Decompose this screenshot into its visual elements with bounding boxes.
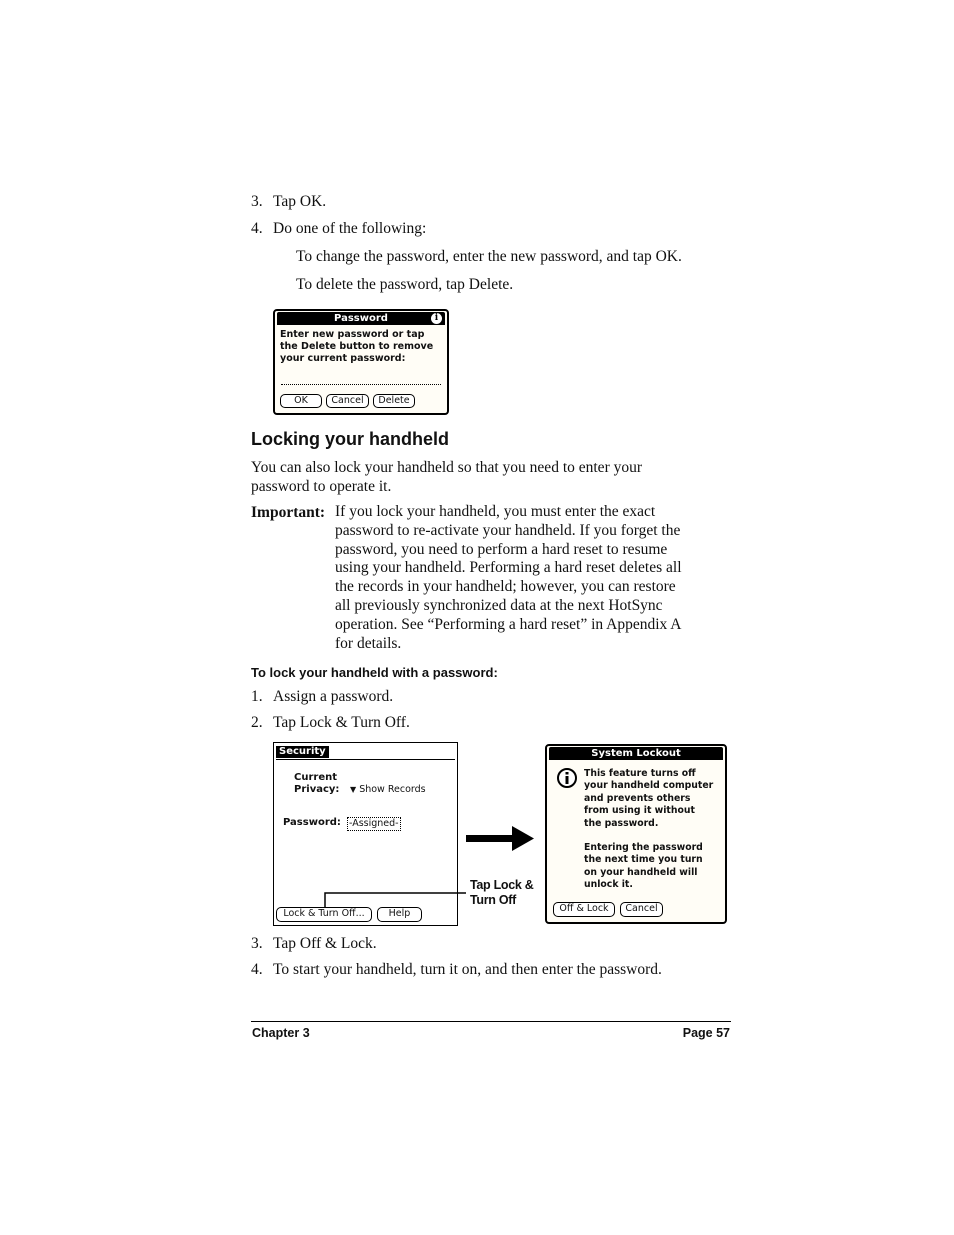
intro-line: You can also lock your handheld so that you need to enter your bbox=[251, 459, 643, 476]
important-line: the records in your handheld; however, you can restore bbox=[335, 578, 676, 596]
step-4 bbox=[251, 219, 427, 238]
sub-step: To delete the password, tap Delete. bbox=[296, 276, 514, 293]
step-3 bbox=[251, 192, 327, 211]
important-line: using your handheld. Performing a hard reset deletes all bbox=[335, 559, 682, 577]
privacy-select[interactable] bbox=[350, 784, 426, 796]
message-line: Enter new password or tap bbox=[280, 329, 425, 340]
footer-rule bbox=[251, 1021, 731, 1022]
privacy-value: Show Records bbox=[359, 784, 426, 795]
important-label: Important: bbox=[251, 504, 326, 521]
dialog-title-bar bbox=[549, 747, 723, 760]
callout-line: Tap Lock & bbox=[470, 878, 534, 892]
message-line: your current password: bbox=[280, 353, 406, 364]
lock-turn-off-button[interactable]: Lock & Turn Off... bbox=[276, 907, 372, 922]
callout-leader bbox=[320, 888, 470, 918]
message-line: the Delete button to remove bbox=[280, 341, 434, 352]
dialog-title-bar bbox=[277, 312, 445, 325]
password-label: Password: bbox=[283, 817, 341, 828]
important-text bbox=[335, 503, 682, 653]
dialog-title: System Lockout bbox=[591, 748, 681, 759]
step-text: Tap Off & Lock. bbox=[273, 935, 377, 952]
ok-button[interactable]: OK bbox=[280, 394, 322, 408]
message-line: the password. bbox=[584, 817, 659, 829]
cancel-button[interactable]: Cancel bbox=[620, 902, 663, 917]
step-4 bbox=[251, 960, 662, 979]
footer-chapter: Chapter 3 bbox=[252, 1026, 310, 1040]
password-input[interactable] bbox=[281, 384, 441, 385]
step-text: To start your handheld, turn it on, and then enter the password. bbox=[273, 961, 662, 978]
message-line: your handheld computer bbox=[584, 780, 714, 792]
password-dialog bbox=[273, 309, 449, 415]
step-number: 4. bbox=[251, 220, 263, 237]
step-number: 1. bbox=[251, 688, 263, 705]
security-tab[interactable]: Security bbox=[276, 746, 329, 758]
callout-label bbox=[470, 878, 533, 908]
message-line: unlock it. bbox=[584, 879, 633, 891]
intro-line: password to operate it. bbox=[251, 478, 392, 495]
important-line: password to re-activate your handheld. If you forget the bbox=[335, 521, 681, 539]
chevron-down-icon: ▼ bbox=[350, 785, 357, 794]
password-field[interactable]: -Assigned- bbox=[349, 818, 399, 829]
important-line: all previously synchronized data at the next HotSync bbox=[335, 596, 663, 614]
step-1 bbox=[251, 687, 394, 706]
step-number: 4. bbox=[251, 961, 263, 978]
callout-line: Turn Off bbox=[470, 893, 516, 907]
step-text: Tap Lock & Turn Off. bbox=[273, 714, 410, 731]
current-label: Current bbox=[294, 772, 338, 783]
help-button[interactable]: Help bbox=[377, 907, 422, 922]
delete-button[interactable]: Delete bbox=[373, 394, 415, 408]
dialog-message bbox=[280, 329, 433, 365]
message-line: and prevents others bbox=[584, 792, 691, 804]
message-line: from using it without bbox=[584, 805, 695, 817]
step-number: 3. bbox=[251, 935, 263, 952]
message-line: on your handheld will bbox=[584, 866, 698, 878]
title-underline bbox=[276, 759, 455, 760]
message-line: This feature turns off bbox=[584, 768, 696, 779]
important-line: If you lock your handheld, you must enter the exact bbox=[335, 503, 656, 520]
info-circle-icon bbox=[556, 767, 578, 789]
lockout-message-1 bbox=[584, 768, 713, 830]
sub-step: To change the password, enter the new password, and tap OK. bbox=[296, 248, 682, 265]
lockout-message-2 bbox=[584, 842, 703, 892]
right-arrow-icon bbox=[464, 824, 536, 854]
step-text: Tap OK. bbox=[273, 193, 327, 210]
message-line: the next time you turn bbox=[584, 854, 703, 866]
intro-paragraph bbox=[251, 458, 642, 496]
step-text: Assign a password. bbox=[273, 688, 394, 705]
step-number: 2. bbox=[251, 714, 263, 731]
step-number: 3. bbox=[251, 193, 263, 210]
privacy-label: Privacy: bbox=[294, 784, 340, 795]
cancel-button[interactable]: Cancel bbox=[326, 394, 369, 408]
step-3 bbox=[251, 934, 377, 953]
important-line: for details. bbox=[335, 634, 402, 652]
message-line: Entering the password bbox=[584, 842, 703, 853]
off-lock-button[interactable]: Off & Lock bbox=[553, 902, 615, 917]
section-title: Locking your handheld bbox=[251, 429, 450, 449]
step-text: Do one of the following: bbox=[273, 220, 427, 237]
footer-page: Page 57 bbox=[682, 1026, 730, 1040]
system-lockout-dialog bbox=[545, 744, 727, 924]
important-line: operation. See “Performing a hard reset” in Appendix A bbox=[335, 615, 682, 633]
important-line: password, you need to perform a hard reset to resume bbox=[335, 540, 668, 558]
info-icon[interactable]: i bbox=[431, 313, 442, 324]
dialog-title: Password bbox=[334, 313, 388, 324]
step-2 bbox=[251, 713, 410, 732]
procedure-title: To lock your handheld with a password: bbox=[251, 665, 498, 680]
